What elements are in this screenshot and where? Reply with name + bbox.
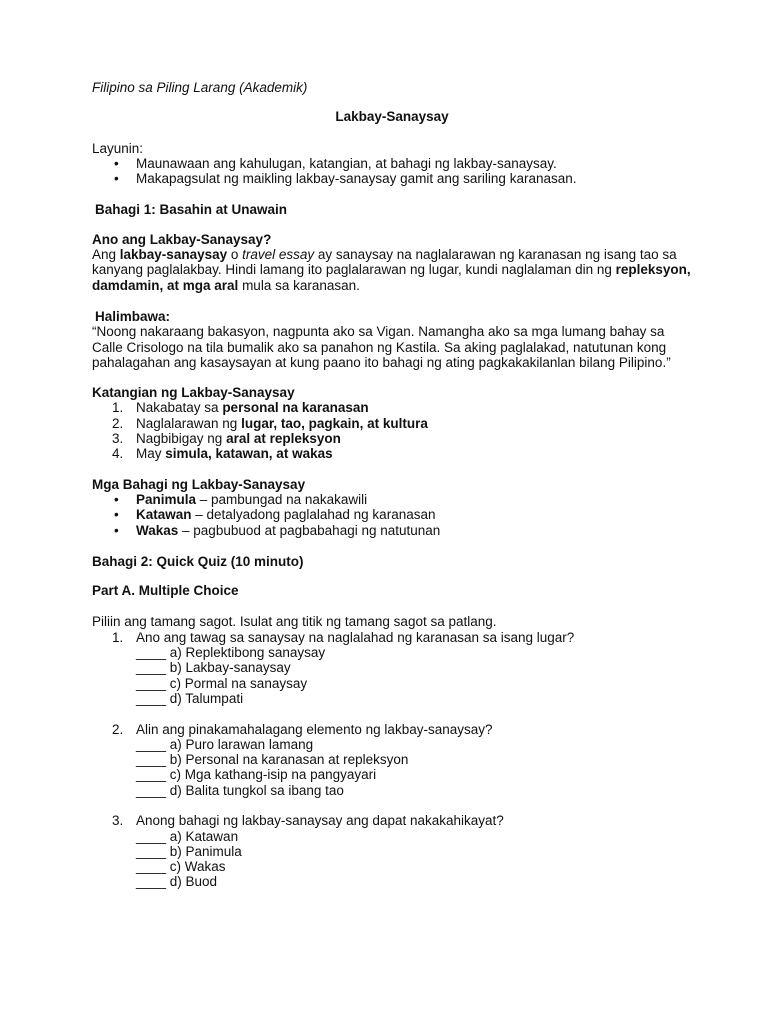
text-run: mula sa karanasan. [238, 277, 360, 293]
parts-list [92, 492, 692, 538]
parts-heading: Mga Bahagi ng Lakbay-Sanaysay [92, 476, 306, 492]
text-run: personal na karanasan [222, 400, 369, 416]
list-number: 1. [112, 400, 124, 416]
answer-option: ____ c) Mga kathang-isip na pangyayari [136, 767, 377, 783]
list-number: 2. [112, 415, 124, 431]
course-title: Filipino sa Piling Larang (Akademik) [92, 80, 308, 95]
text-run: – pambungad na nakakawili [196, 491, 368, 507]
answer-option: ____ a) Puro larawan lamang [136, 736, 314, 752]
text-run: Katawan [136, 507, 192, 523]
text-run: Anong bahagi ng lakbay-sanaysay ang dapat nakakahikayat? [136, 813, 504, 829]
traits-list [92, 400, 692, 461]
list-number: 4. [112, 446, 124, 462]
list-item [92, 523, 692, 538]
answer-option: ____ b) Personal na karanasan at repleksyon [136, 752, 409, 768]
question-list [92, 722, 692, 737]
list-item [92, 507, 692, 522]
answer-option: ____ a) Katawan [136, 828, 239, 844]
text-run: travel essay [242, 247, 315, 263]
what-heading: Ano ang Lakbay-Sanaysay? [92, 231, 272, 247]
answer-option: ____ b) Panimula [136, 843, 242, 859]
question-1 [92, 630, 692, 706]
example-heading: Halimbawa: [95, 308, 171, 324]
document-content [92, 80, 692, 890]
text-run: Ang [92, 247, 120, 263]
answer-option: ____ d) Balita tungkol sa ibang tao [136, 782, 344, 798]
list-number: 3. [112, 431, 124, 447]
what-paragraph [92, 247, 692, 293]
text-run: ay sanaysay na naglalarawan ng karanasan ng isang tao sa kanyang paglalakbay. Hindi lamang ito paglalarawan ng lugar, kundi naglalaman din ng [92, 247, 677, 278]
question-list [92, 630, 692, 645]
traits-heading: Katangian ng Lakbay-Sanaysay [92, 385, 295, 401]
partA-heading: Part A. Multiple Choice [92, 583, 239, 599]
list-item [92, 416, 692, 431]
text-run: repleksyon, damdamin, at mga aral [92, 262, 691, 293]
text-run: Nagbibigay ng [136, 431, 227, 447]
question-number: 3. [112, 813, 124, 829]
text-run: Panimula [136, 491, 197, 507]
text-run: – detalyadong paglalahad ng karanasan [191, 507, 436, 523]
question-list [92, 813, 692, 828]
text-run: Nakabatay sa [136, 400, 223, 416]
list-item: • Maunawaan ang kahulugan, katangian, at bahagi ng lakbay-sanaysay. [92, 156, 692, 171]
question-number: 1. [112, 629, 124, 645]
answer-option: ____ b) Lakbay-sanaysay [136, 660, 291, 676]
objectives-list [92, 156, 692, 187]
text-run: o [227, 247, 243, 263]
text-run: – pagbubuod at pagbabahagi ng natutunan [178, 522, 441, 538]
text-run: lugar, tao, pagkain, at kultura [241, 415, 428, 431]
part1-heading: Bahagi 1: Basahin at Unawain [95, 202, 288, 218]
text-run: aral at repleksyon [226, 431, 341, 447]
text-run: lakbay-sanaysay [119, 247, 228, 263]
answer-option: ____ d) Buod [136, 874, 218, 890]
answer-option: ____ d) Talumpati [136, 690, 244, 706]
question-text [92, 722, 692, 737]
question-number: 2. [112, 721, 124, 737]
text-run: May [136, 446, 166, 462]
answer-option: ____ c) Wakas [136, 859, 226, 875]
text-run: Ano ang tawag sa sanaysay na naglalahad ng karanasan sa isang lugar? [136, 629, 575, 645]
list-item [92, 400, 692, 415]
quiz-instruction: Piliin ang tamang sagot. Isulat ang titik ng tamang sagot sa patlang. [92, 614, 497, 630]
list-item [92, 431, 692, 446]
example-paragraph: “Noong nakaraang bakasyon, nagpunta ako sa Vigan. Namangha ako sa mga lumang bahay sa Calle Crisologo na tila bumalik ako sa panahon ng Kastila. Sa aking paglalakad, natutunan kong pahalagahan ang kasaysayan at kung paano ito bahagi ng ating pagkakakilanlan bilang Pilipino.” [92, 324, 671, 370]
objectives-label: Layunin: [92, 140, 144, 156]
list-item [92, 492, 692, 507]
list-item [92, 446, 692, 461]
question-text [92, 630, 692, 645]
document-title: Lakbay-Sanaysay [335, 109, 449, 125]
part2-heading: Bahagi 2: Quick Quiz (10 minuto) [92, 553, 304, 569]
text-run: Alin ang pinakamahalagang elemento ng lakbay-sanaysay? [136, 721, 493, 737]
answer-option: ____ a) Replektibong sanaysay [136, 645, 326, 661]
text-run: simula, katawan, at wakas [165, 446, 333, 462]
text-run: Wakas [136, 522, 179, 538]
text-run: Naglalarawan ng [136, 415, 242, 431]
answer-option: ____ c) Pormal na sanaysay [136, 675, 308, 691]
question-2 [92, 722, 692, 798]
list-item: • Makapagsulat ng maikling lakbay-sanaysay gamit ang sariling karanasan. [92, 171, 692, 186]
question-text [92, 813, 692, 828]
question-3 [92, 813, 692, 889]
